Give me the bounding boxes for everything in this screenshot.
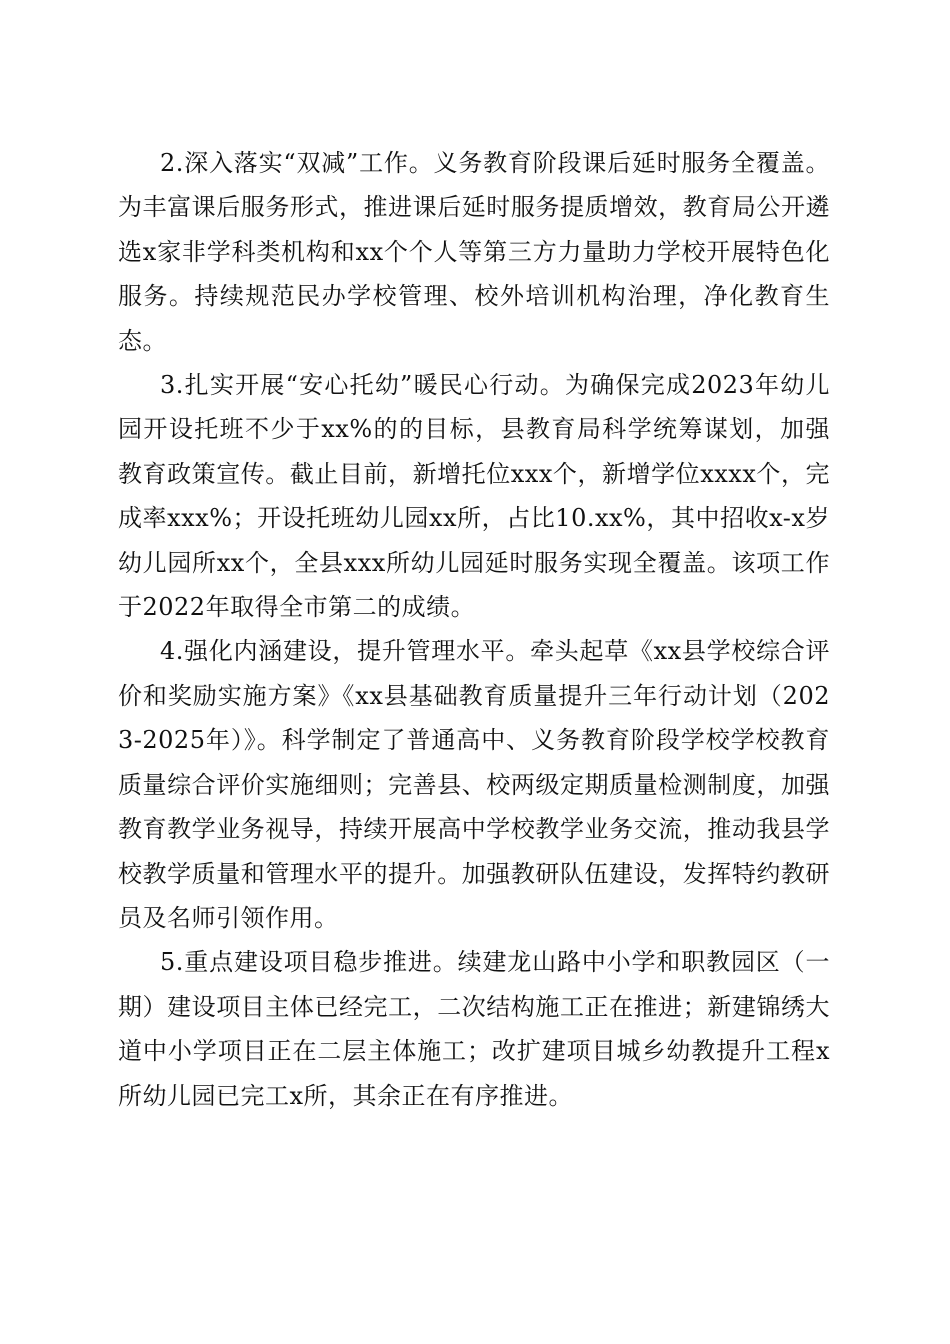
paragraph-item-4: 4.强化内涵建设，提升管理水平。牵头起草《xx县学校综合评价和奖励实施方案》《xx县基础教育质量提升三年行动计划（2023-2025年）》。科学制定了普通高中、义务教育阶段学校学校教育质量综合评价实施细则；完善县、校两级定期质量检测制度，加强教育教学业务视导，持续开展高中学校教学业务交流，推动我县学校教学质量和管理水平的提升。加强教研队伍建设，发挥特约教研员及名师引领作用。 — [118, 637, 830, 932]
paragraph-item-3: 3.扎实开展“安心托幼”暖民心行动。为确保完成2023年幼儿园开设托班不少于xx%的的目标，县教育局科学统筹谋划，加强教育政策宣传。截止目前，新增托位xxx个，新增学位xxxx个，完成率xxx%；开设托班幼儿园xx所，占比10.xx%，其中招收x-x岁幼儿园所xx个，全县xxx所幼儿园延时服务实现全覆盖。该项工作于2022年取得全市第二的成绩。 — [118, 371, 830, 622]
document-body — [118, 141, 830, 1118]
paragraph-item-5: 5.重点建设项目稳步推进。续建龙山路中小学和职教园区（一期）建设项目主体已经完工，二次结构施工正在推进；新建锦绣大道中小学项目正在二层主体施工；改扩建项目城乡幼教提升工程x所幼儿园已完工x所，其余正在有序推进。 — [118, 948, 830, 1110]
paragraph-item-2: 2.深入落实“双减”工作。义务教育阶段课后延时服务全覆盖。为丰富课后服务形式，推进课后延时服务提质增效，教育局公开遴选x家非学科类机构和xx个个人等第三方力量助力学校开展特色化服务。持续规范民办学校管理、校外培训机构治理，净化教育生态。 — [118, 149, 830, 355]
